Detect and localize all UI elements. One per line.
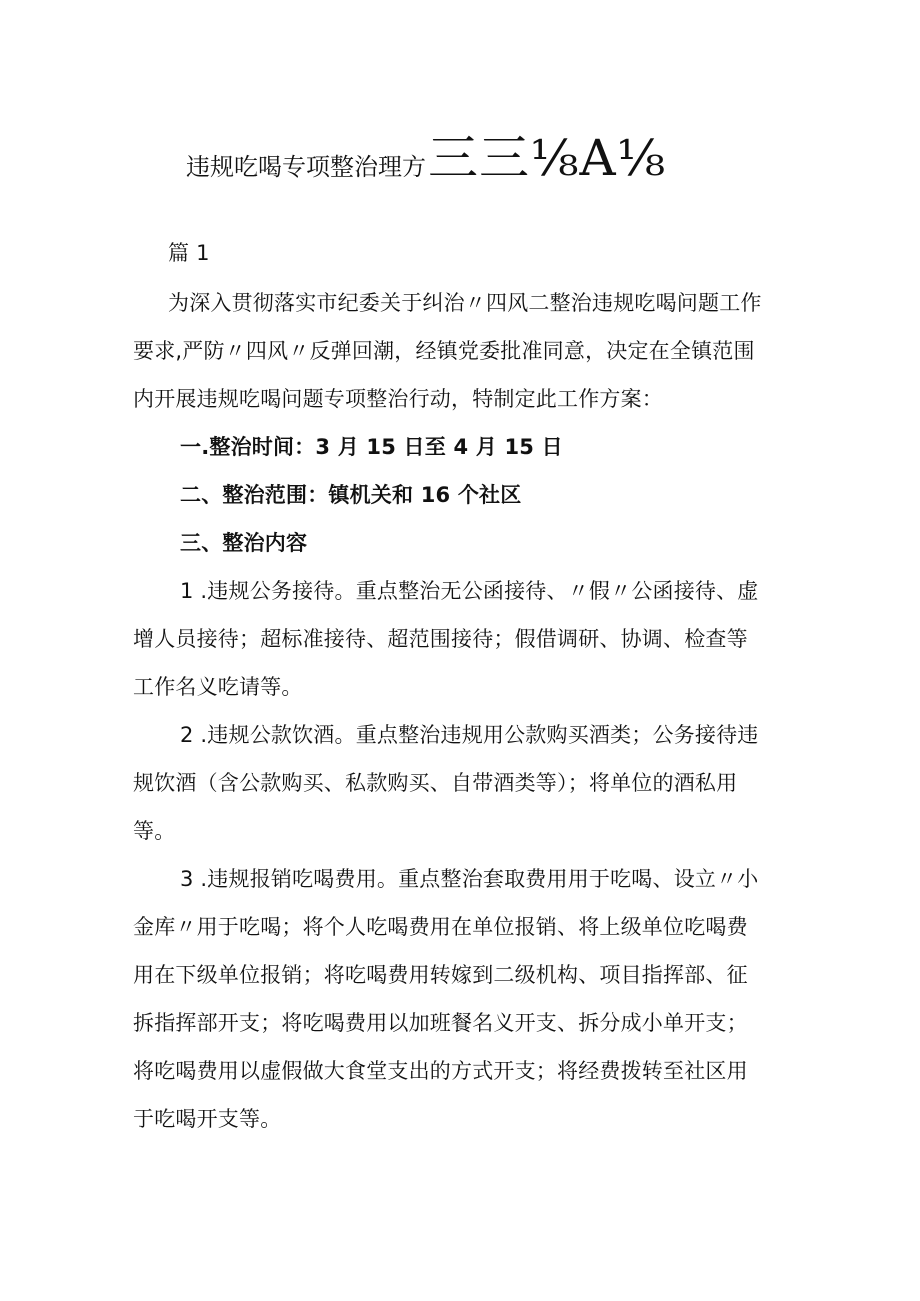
item-3-line: 用在下级单位报销；将吃喝费用转嫁到二级机构、项目指挥部、征 [133, 963, 748, 987]
document-title [186, 118, 746, 188]
item-2-line: 2 .违规公款饮酒。重点整治违规用公款购买酒类；公务接待违 [180, 723, 759, 747]
intro-line: 要求,严防〃四风〃反弹回潮，经镇党委批准同意，决定在全镇范围 [133, 339, 755, 363]
item-3-line: 将吃喝费用以虚假做大食堂支出的方式开支；将经费拨转至社区用 [133, 1059, 748, 1083]
intro-line: 内开展违规吃喝问题专项整治行动，特制定此工作方案： [133, 387, 663, 411]
item-3-line: 3 .违规报销吃喝费用。重点整治套取费用用于吃喝、设立〃小 [180, 867, 759, 891]
item-3-line: 于吃喝开支等。 [133, 1107, 282, 1131]
heading-content: 三、整治内容 [180, 531, 308, 555]
item-2-line: 等。 [133, 819, 176, 843]
heading-scope: 二、整治范围：镇机关和 16 个社区 [180, 483, 522, 507]
document-title-text: 违规吃喝专项整治理方 [186, 153, 426, 181]
item-1-line: 1 .违规公务接待。重点整治无公函接待、〃假〃公函接待、虚 [180, 579, 759, 603]
item-1-line: 增人员接待；超标准接待、超范围接待；假借调研、协调、检查等 [133, 627, 748, 651]
item-1-line: 工作名义吃请等。 [133, 675, 303, 699]
item-3-line: 金库〃用于吃喝；将个人吃喝费用在单位报销、将上级单位吃喝费 [133, 915, 748, 939]
document-title-garbled-text: 三三⅛A⅛ [428, 129, 667, 187]
intro-line: 为深入贯彻落实市纪委关于纠治〃四风二整治违规吃喝问题工作 [168, 291, 762, 315]
item-2-line: 规饮酒（含公款购买、私款购买、自带酒类等）；将单位的酒私用 [133, 771, 738, 795]
item-3-line: 拆指挥部开支；将吃喝费用以加班餐名义开支、拆分成小单开支； [133, 1011, 748, 1035]
heading-time: 一.整治时间：3 月 15 日至 4 月 15 日 [180, 435, 563, 459]
section-label: 篇 1 [168, 241, 210, 265]
